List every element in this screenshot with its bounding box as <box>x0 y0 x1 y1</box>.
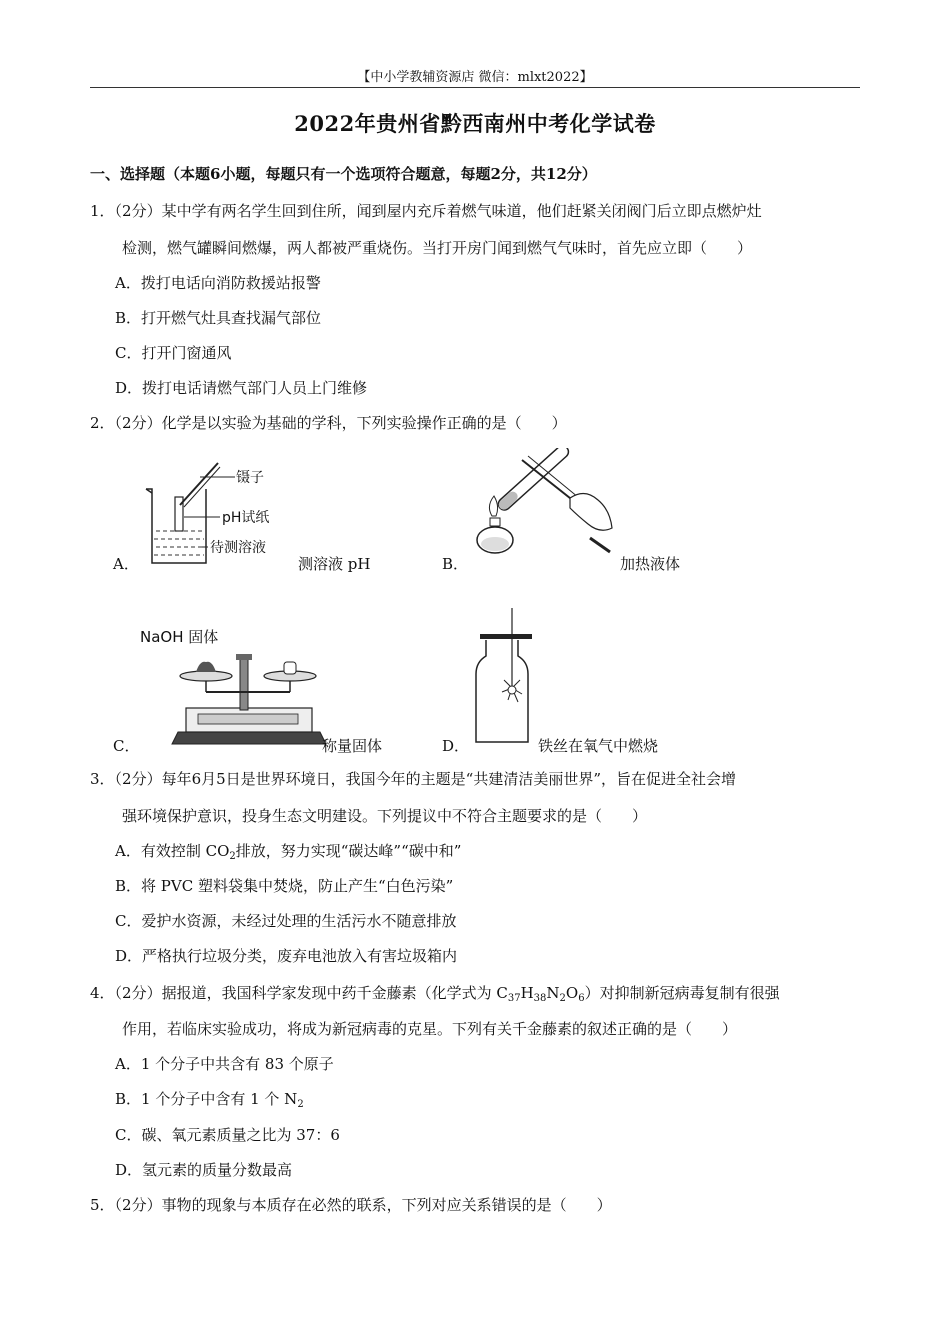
q1-option-d: D．拨打电话请燃气部门人员上门维修 <box>115 379 368 397</box>
q3-line1: 3．（2分）每年6月5日是世界环境日，我国今年的主题是“共建清洁美丽世界”，旨在促进全社会增 <box>90 770 737 788</box>
header-divider <box>90 87 860 88</box>
page-header: 【中小学教辅资源店 微信：mlxt2022】 <box>357 70 593 85</box>
q2-option-c-caption: 称量固体 <box>322 737 383 755</box>
q2-option-c-letter: C． <box>113 737 140 755</box>
q4-line1: 4．（2分）据报道，我国科学家发现中药千金藤素（化学式为 $C_{37}H_{38}N_2O_6$）对抑制新冠病毒复制有很强 <box>90 984 780 1004</box>
q4-line2: 作用，若临床实验成功，将成为新冠病毒的克星。下列有关千金藤素的叙述正确的是（ ） <box>122 1020 738 1038</box>
section-heading: 一、选择题（本题6小题，每题只有一个选项符合题意，每题2分，共12分） <box>90 165 597 183</box>
q4-option-d: D．氢元素的质量分数最高 <box>115 1161 293 1179</box>
q1-option-a: A．拨打电话向消防救援站报警 <box>115 274 321 292</box>
q2-option-a-caption: 测溶液 pH <box>298 555 371 573</box>
q5-line1: 5．（2分）事物的现象与本质存在必然的联系，下列对应关系错误的是（ ） <box>90 1196 612 1214</box>
figure-heating-liquid <box>470 448 620 563</box>
q1-line1: 1．（2分）某中学有两名学生回到住所，闻到屋内充斥着燃气味道，他们赶紧关闭阀门后立即点燃炉灶 <box>90 202 762 220</box>
q3-option-b: B．将 PVC 塑料袋集中焚烧，防止产生“白色污染” <box>115 877 454 895</box>
q2-option-b-caption: 加热液体 <box>620 555 681 573</box>
q3-option-d: D．严格执行垃圾分类，废弃电池放入有害垃圾箱内 <box>115 947 458 965</box>
figure-balance <box>140 622 325 747</box>
figure-iron-combustion <box>470 608 540 748</box>
q1-option-b: B．打开燃气灶具查找漏气部位 <box>115 309 322 327</box>
q2-line1: 2．（2分）化学是以实验为基础的学科，下列实验操作正确的是（ ） <box>90 414 567 432</box>
q3-line2: 强环境保护意识，投身生态文明建设。下列提议中不符合主题要求的是（ ） <box>122 807 648 825</box>
label-tweezers: 镊子 <box>236 470 264 486</box>
q2-option-a-letter: A． <box>113 555 139 573</box>
q2-option-d-letter: D． <box>442 737 470 755</box>
q4-option-a: A．1 个分子中共含有 83 个原子 <box>115 1055 334 1073</box>
q1-line2: 检测，燃气罐瞬间燃爆，两人都被严重烧伤。当打开房门闻到燃气气味时，首先应立即（ ） <box>122 239 753 257</box>
q2-option-b-letter: B． <box>442 555 469 573</box>
q4-option-b: B．1 个分子中含有 1 个 $N_2$ <box>115 1090 304 1110</box>
label-ph-paper: pH试纸 <box>222 510 270 526</box>
q1-option-c: C．打开门窗通风 <box>115 344 232 362</box>
q4-option-c: C．碳、氧元素质量之比为 37：6 <box>115 1126 340 1144</box>
q2-option-d-caption: 铁丝在氧气中燃烧 <box>538 737 659 755</box>
label-test-solution: 待测溶液 <box>210 540 266 556</box>
q3-option-a: A．有效控制 $CO_2$排放，努力实现“碳达峰”“碳中和” <box>115 842 462 862</box>
exam-title: 2022年贵州省黔西南州中考化学试卷 <box>294 111 656 136</box>
label-naoh-solid: NaOH 固体 <box>140 628 219 646</box>
q3-option-c: C．爱护水资源，未经过处理的生活污水不随意排放 <box>115 912 457 930</box>
figure-ph-test <box>140 455 300 570</box>
